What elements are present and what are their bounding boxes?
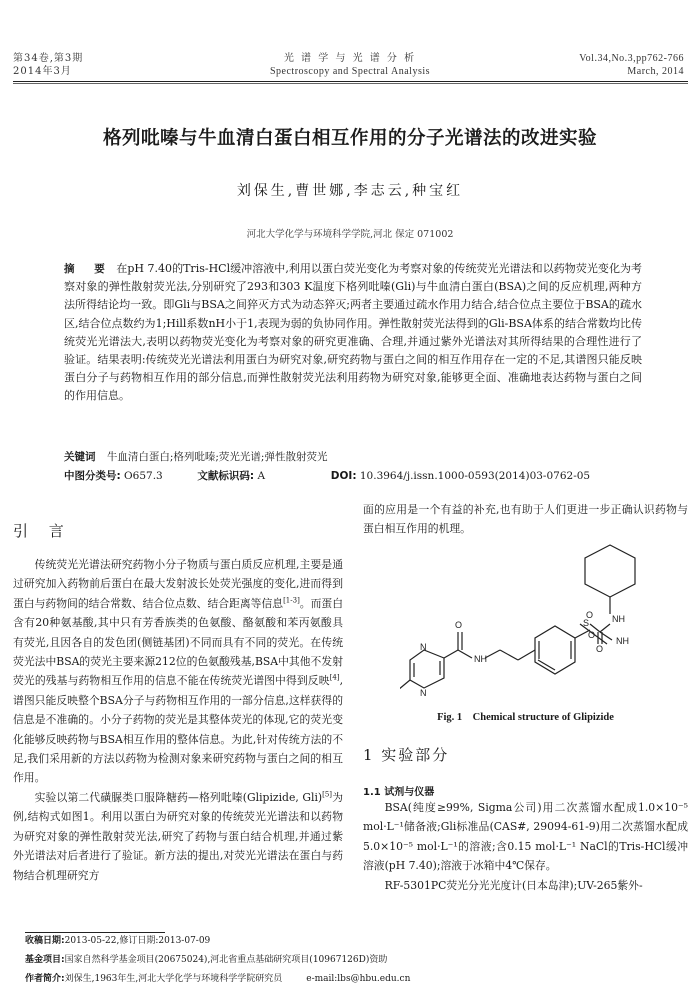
svg-text:O: O xyxy=(455,620,463,630)
svg-text:O: O xyxy=(588,630,596,640)
svg-text:O: O xyxy=(586,610,594,620)
svg-text:S: S xyxy=(583,618,590,628)
abstract-label: 摘 要 xyxy=(64,263,113,275)
pyrazine-ring xyxy=(410,650,444,688)
header-rule xyxy=(13,81,688,82)
journal-name-en: Spectroscopy and Spectral Analysis xyxy=(269,66,431,77)
journal-volume-info xyxy=(13,52,83,78)
svg-text:NH: NH xyxy=(474,654,487,664)
ref-citation[interactable]: [4] xyxy=(329,673,340,682)
doc-code-label: 文献标识码: xyxy=(197,470,255,482)
reagents-paragraph: BSA(纯度≥99%, Sigma公司)用二次蒸馏水配成1.0×10⁻⁵ mol·L⁻¹储备液;Gli标准品(CAS#, 29094-61-9)用二次蒸馏水配成5.0×10⁻⁵ mol·L⁻¹的溶液;含0.15 mol·L⁻¹ NaCl的Tris-HCl缓冲溶液(pH 7.40);溶液于冰箱中4℃保存。 xyxy=(363,801,688,873)
month-year: March, 2014 xyxy=(627,66,684,77)
svg-text:NH: NH xyxy=(616,636,629,646)
section-1-heading: 1 实验部分 xyxy=(363,746,450,764)
header-rule-thin xyxy=(13,83,688,84)
keywords-label: 关键词 xyxy=(64,451,96,463)
intro-body xyxy=(13,555,343,885)
intro-paragraph-2: 实验以第二代磺脲类口服降糖药—格列吡嗪(Glipizide, Gli)[5]为例,结构式如图1。利用以蛋白为研究对象的传统荧光光谱法和以药物为研究对象的弹性散射荧光法,研究了药物与蛋白结合机理,并通过紫外光谱法对后者进行了验证。新方法的提出,对荧光光谱法在蛋白与药物结合机理研究方 xyxy=(13,790,344,882)
intro-continued: 面的应用是一个有益的补充,也有助于人们更进一步正确认识药物与蛋白相互作用的机理。 xyxy=(363,503,688,536)
section-1-body xyxy=(363,798,688,895)
subsection-1-1: 1.1 试剂与仪器 xyxy=(363,787,435,798)
paper-title: 格列吡嗪与牛血清白蛋白相互作用的分子光谱法的改进实验 xyxy=(102,128,597,149)
affiliation: 河北大学化学与环境科学学院,河北 保定 071002 xyxy=(246,229,454,240)
glipizide-structure xyxy=(400,540,660,700)
svg-text:N: N xyxy=(420,642,427,652)
svg-text:N: N xyxy=(420,688,427,698)
vol-pages: Vol.34,No.3,pp762-766 xyxy=(579,53,684,64)
year-month: 2014年3月 xyxy=(13,66,72,77)
ref-citation[interactable]: [5] xyxy=(322,790,333,799)
instruments-paragraph: RF-5301PC荧光分光光度计(日本岛津);UV-265紫外- xyxy=(384,878,643,892)
structure-bonds xyxy=(400,545,635,690)
classification-line xyxy=(64,467,654,485)
abstract xyxy=(64,260,642,406)
doc-code-value: A xyxy=(257,470,266,482)
volume-issue: 第34卷,第3期 xyxy=(13,53,84,64)
abstract-text: 在pH 7.40的Tris-HCl缓冲溶液中,利用以蛋白荧光变化为考察对象的传统荧光光谱法和以药物荧光变化为考察对象的弹性散射荧光法,分别研究了293和303 K温度下格列吡嗪(Gli)与牛血清白蛋白(BSA)之间的反应机理,两种方法所得结论均一致。即Gli与BSA之间猝灭方式为动态猝灭;两者主要通过疏水作用力结合,结合位点主要位于BSA的疏水区,结合位点数约为1;Hill系数nH小于1,表现为弱的负协同作用。弹性散射荧光法得到的Gli-BSA体系的结合常数均比传统荧光光谱法大,表明以药物荧光变化为考察对象的研究更准确、合理,并通过紫外光谱法对其所得结果的合理性进行了验证。结果表明:传统荧光光谱法利用蛋白为研究对象,研究药物与蛋白之间的相互作用存在一定的不足,其谱图只能反映蛋白分子与药物相互作用的部分信息,而弹性散射荧光法利用药物为研究对象,能够更全面、准确地表达药物与蛋白之间的作用信息。 xyxy=(64,262,643,403)
clc-label: 中图分类号: xyxy=(64,470,121,482)
author-bio: 作者简介:刘保生,1963年生,河北大学化学与环境科学学院研究员 e-mail:lbs@hbu.edu.cn xyxy=(25,974,411,984)
svg-text:O: O xyxy=(596,644,604,654)
figure-caption: Fig. 1 Chemical structure of Glipizide xyxy=(437,712,614,723)
journal-pages-info xyxy=(579,52,684,78)
benzene-ring xyxy=(535,626,575,674)
keywords xyxy=(64,448,654,466)
svg-text:NH: NH xyxy=(612,614,625,624)
journal-name-cn: 光 谱 学 与 光 谱 分 析 xyxy=(283,53,417,64)
ref-citation[interactable]: [1-3] xyxy=(283,596,300,605)
author-email[interactable]: e-mail:lbs@hbu.edu.cn xyxy=(306,974,411,984)
journal-name xyxy=(200,52,500,78)
intro-heading: 引 言 xyxy=(13,522,72,540)
doi-label: DOI: xyxy=(330,470,357,482)
author-list: 刘保生,曹世娜,李志云,种宝红 xyxy=(236,183,464,199)
funding: 基金项目:国家自然科学基金项目(20675024),河北省重点基础研究项目(10967126D)资助 xyxy=(25,955,388,965)
received-date: 收稿日期:2013-05-22,修订日期:2013-07-09 xyxy=(25,936,211,946)
clc-value: O657.3 xyxy=(124,470,163,482)
keywords-text: 牛血清白蛋白;格列吡嗪;荧光光谱;弹性散射荧光 xyxy=(106,451,328,463)
doi-value[interactable]: 10.3964/j.issn.1000-0593(2014)03-0762-05 xyxy=(359,470,591,482)
intro-paragraph-1: 传统荧光光谱法研究药物小分子物质与蛋白质反应机理,主要是通过研究加入药物前后蛋白在最大发射波长处荧光强度的变化,进而得到蛋白与药物间的结合常数、结合位点数、结合距离等信息[1-3]。而蛋白含有20种氨基酸,其中只有芳香族类的色氨酸、酪氨酸和苯丙氨酸具有荧光,且因各自的发色团(侧链基团)不同而具有不同的荧光。在传统荧光法中BSA的荧光主要来源212位的色氨酸残基,BSA中其他不发射荧光的残基与药物相互作用的信息不能在传统荧光谱图中得到反映[4],谱图只能反映整个BSA分子与药物相互作用的一部分信息,这样获得的信息是不准确的。小分子药物的荧光是其整体荧光的体现,它的荧光变化能够反映药物与BSA相互作用的整体信息。为此,针对传统方法的不足,我们采用新的方法以药物为检测对象来研究药物与蛋白之间的相互作用。 xyxy=(13,558,344,785)
cyclohexane-ring xyxy=(585,545,635,597)
footnote xyxy=(25,932,685,989)
